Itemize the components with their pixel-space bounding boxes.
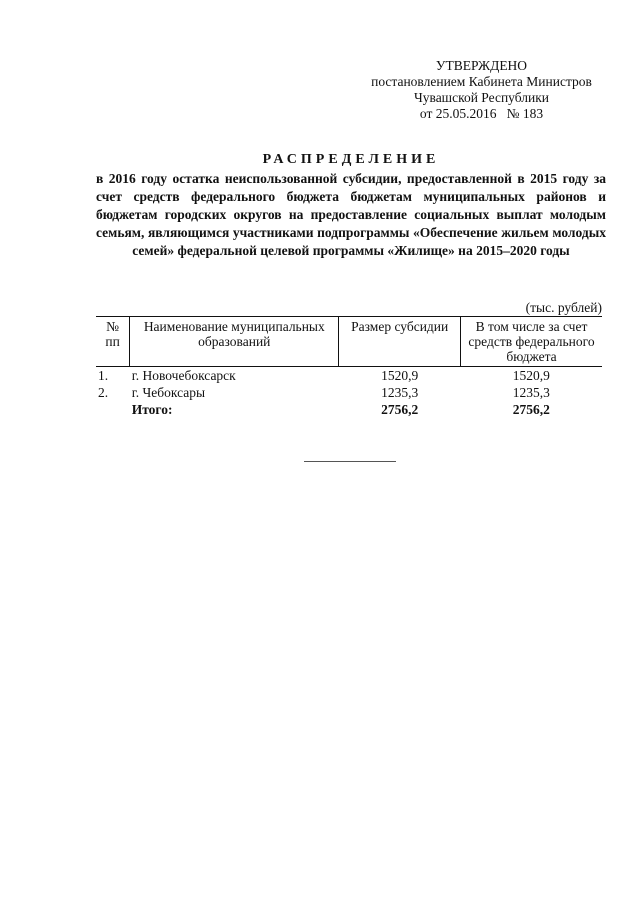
- closing-separator-line: [304, 461, 396, 462]
- approval-decree: постановлением Кабинета Министров: [371, 74, 592, 89]
- header-municipality: Наименование муниципальных образований: [130, 317, 339, 367]
- row-number: 2.: [98, 385, 109, 400]
- table-total-row: [96, 401, 602, 418]
- table-row: [96, 367, 602, 385]
- header-subsidy-size: Размер субсидии: [339, 317, 461, 367]
- approval-stamp: УТВЕРЖДЕНО: [435, 58, 528, 73]
- table-row: [96, 384, 602, 401]
- units-label: (тыс. рублей): [525, 300, 602, 315]
- row-municipality: г. Новочебоксарск: [131, 368, 236, 383]
- total-label: Итого:: [131, 402, 173, 417]
- row-subsidy-size: 1520,9: [381, 368, 419, 383]
- row-federal-share: 1520,9: [512, 368, 550, 383]
- distribution-table: [96, 316, 602, 418]
- row-subsidy-size: 1235,3: [381, 385, 419, 400]
- document-title: РАСПРЕДЕЛЕНИЕ: [262, 152, 440, 167]
- header-federal-share: В том числе за счет средств федерального бюджета: [461, 317, 602, 367]
- header-number: № пп: [96, 317, 130, 367]
- document-subtitle: в 2016 году остатка неиспользованной субсидии, предоставленной в 2015 году за счет средств федерального бюджета бюджетам муниципальных районов и бюджетам городских округов на предоставление социальных выплат молодым семьям, являющимся участниками подпрограммы «Обеспечение жильем молодых семей» федеральной целевой программы «Жилище» на 2015–2020 годы: [96, 171, 606, 258]
- approval-block: [360, 58, 603, 122]
- row-municipality: г. Чебоксары: [131, 385, 206, 400]
- approval-date-number: от 25.05.2016 № 183: [419, 106, 544, 121]
- row-federal-share: 1235,3: [512, 385, 550, 400]
- row-number: 1.: [98, 368, 109, 383]
- approval-republic: Чувашской Республики: [413, 90, 550, 105]
- total-number-cell: [96, 401, 130, 418]
- table-header-row: [96, 317, 602, 367]
- total-federal-share: 2756,2: [512, 402, 550, 417]
- total-subsidy-size: 2756,2: [381, 402, 419, 417]
